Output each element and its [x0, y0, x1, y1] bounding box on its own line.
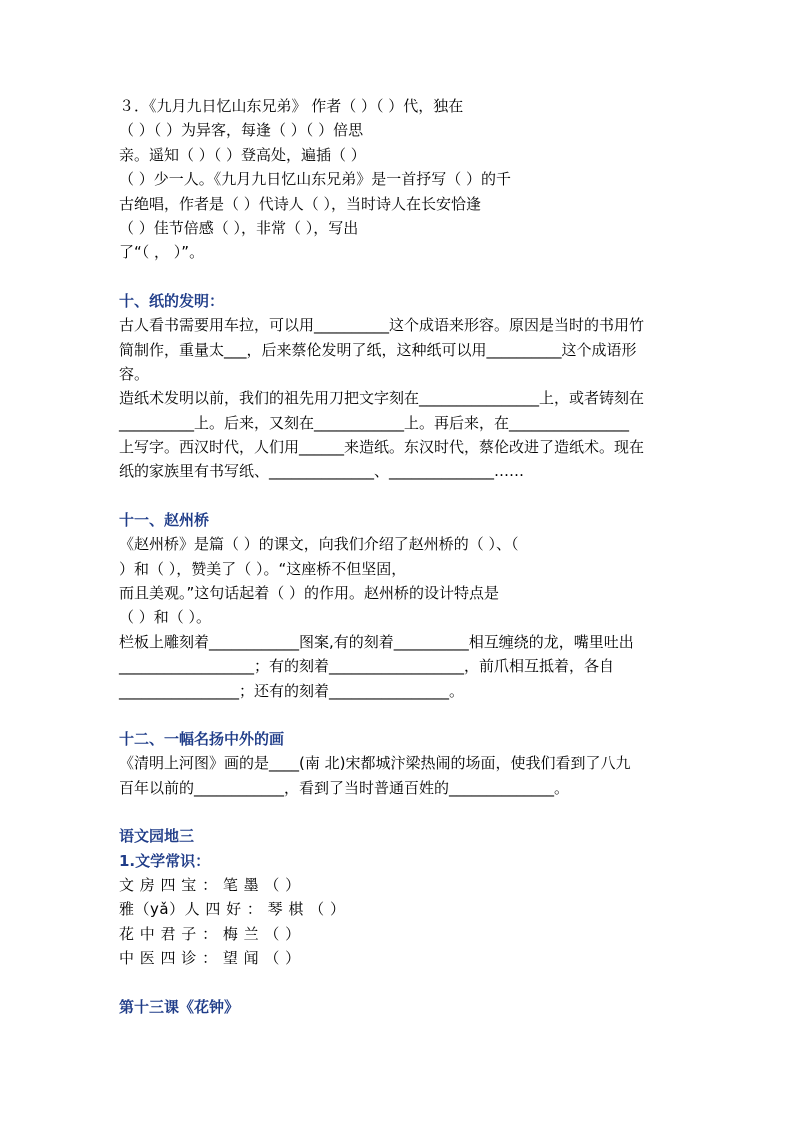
text-line: __________________；有的刻着__________________，前爪相互抵着，各自 — [119, 657, 615, 676]
subsection-heading: 1.文学常识： — [119, 851, 211, 870]
poem-line: （ ）少一人。《九月九日忆山东兄弟》是一首抒写（ ）的千 — [119, 170, 512, 189]
section-heading: 十一、赵州桥 — [119, 510, 210, 529]
text-line: __________上。后来，又刻在____________上。再后来，在________________ — [119, 413, 630, 432]
text-line: （ ）和（ ）。 — [119, 608, 212, 627]
section-zhaozhou-bridge — [119, 508, 679, 703]
poem-line: （ ）佳节倍感（ ），非常（ ），写出 — [119, 218, 359, 237]
text-line: 容。 — [119, 364, 150, 383]
document-page — [119, 94, 679, 1019]
section-heading: 十二、一幅名扬中外的画 — [119, 729, 285, 748]
text-line: 古人看书需要用车拉，可以用__________这个成语来形容。原因是当时的书用竹 — [119, 316, 645, 335]
text-line: 文 房 四 宝 ： 笔 墨 （ ） — [119, 875, 301, 894]
text-line: 简制作，重量太___，后来蔡伦发明了纸，这种纸可以用__________这个成语形 — [119, 340, 637, 359]
section-heading: 语文园地三 — [119, 827, 195, 846]
text-line: 《赵州桥》是篇（ ）的课文，向我们介绍了赵州桥的（ ）、（ — [119, 535, 519, 554]
text-line: ）和（ ），赞美了（ ）。“这座桥不但坚固， — [119, 559, 407, 578]
spacer — [119, 800, 679, 824]
poem-line: （ ）（ ）为异客，每逢（ ）（ ）倍思 — [119, 121, 364, 140]
spacer — [119, 484, 679, 508]
spacer — [119, 703, 679, 727]
section-heading: 十、纸的发明： — [119, 291, 225, 310]
text-line: 《清明上河图》画的是____(南 北)宋都城汴梁热闹的场面，使我们看到了八九 — [119, 754, 631, 773]
text-line: 雅（yǎ）人 四 好 ： 琴 棋 （ ） — [119, 900, 346, 919]
text-line: 花 中 君 子 ： 梅 兰 （ ） — [119, 924, 301, 943]
section-lesson-thirteen — [119, 995, 679, 1019]
poem-line: 古绝唱，作者是（ ）代诗人（ ），当时诗人在长安恰逢 — [119, 194, 482, 213]
text-line: 而且美观。”这句话起着（ ）的作用。赵州桥的设计特点是 — [119, 584, 500, 603]
section-heading: 第十三课《花钟》 — [119, 997, 240, 1016]
poem-section — [119, 94, 679, 265]
text-line: 纸的家族里有书写纸、______________、______________…… — [119, 462, 525, 481]
spacer — [119, 971, 679, 995]
section-paper-invention — [119, 289, 679, 484]
poem-line: ３．《九月九日忆山东兄弟》 作者（ ）（ ）代，独在 — [119, 97, 464, 115]
text-line: 造纸术发明以前，我们的祖先用刀把文字刻在________________上，或者铸刻在 — [119, 389, 645, 408]
text-line: 上写字。西汉时代，人们用______来造纸。东汉时代，蔡伦改进了造纸术。现在 — [119, 438, 645, 457]
text-line: ________________；还有的刻着________________。 — [119, 681, 465, 700]
text-line: 栏板上雕刻着____________图案,有的刻着__________相互缠绕的龙，嘴里吐出 — [119, 632, 634, 651]
section-garden-three — [119, 824, 679, 970]
text-line: 中 医 四 诊 ： 望 闻 （ ） — [119, 949, 301, 968]
poem-line: 了“（ ， ）”。 — [119, 243, 205, 262]
section-famous-painting — [119, 727, 679, 800]
spacer — [119, 265, 679, 289]
text-line: 百年以前的____________，看到了当时普通百姓的______________。 — [119, 778, 570, 797]
poem-line: 亲。遥知（ ）（ ）登高处，遍插（ ） — [119, 145, 366, 164]
